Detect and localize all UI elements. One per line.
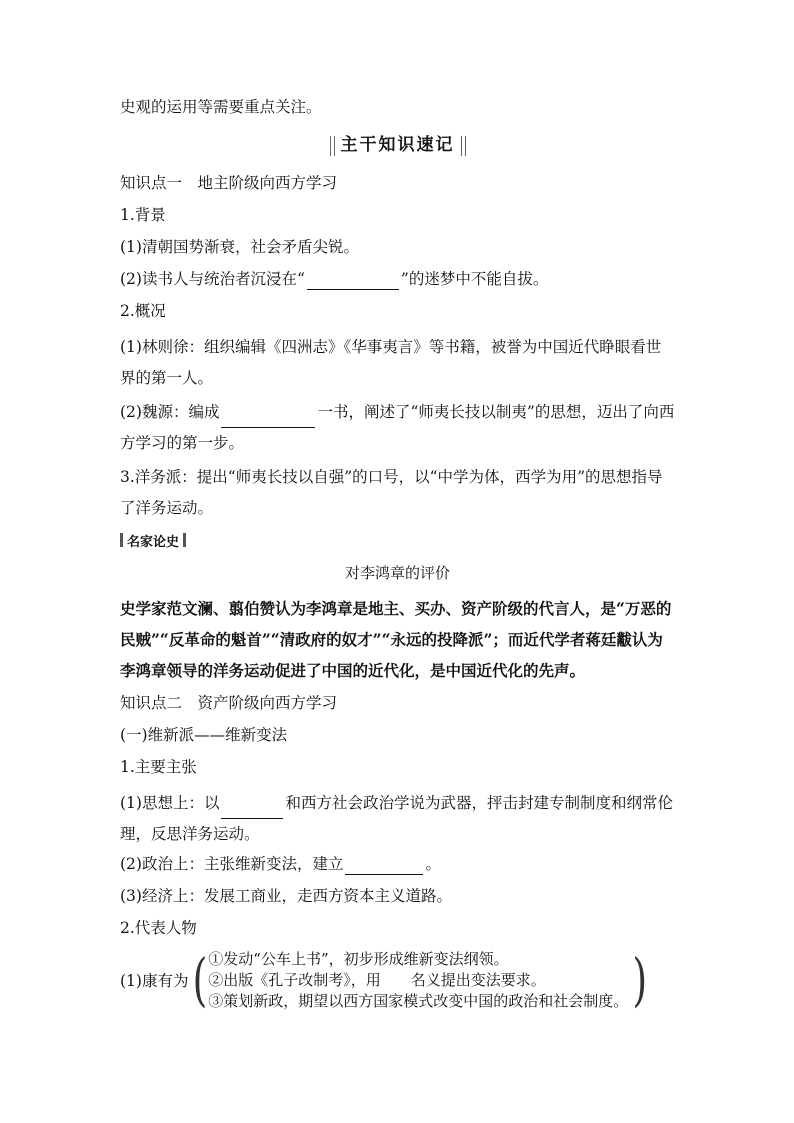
background-item-2-prefix: (2)读书人与统治者沉浸在“ xyxy=(120,269,305,288)
section-title-text: 主干知识速记 xyxy=(340,135,455,155)
claim-item-2-prefix: (2)政治上：主张维新变法，建立 xyxy=(120,854,344,873)
claim-item-3: (3)经济上：发展工商业，走西方资本主义道路。 xyxy=(120,886,452,905)
overview-item-2-suffix: 一书，阐述了“师夷长技以制夷”的思想，迈出了向西方学习的第一步。 xyxy=(120,402,675,452)
knowledge-point-1-heading: 知识点一 地主阶级向西方学习 xyxy=(120,173,338,192)
fill-blank-2[interactable] xyxy=(221,409,315,428)
background-title: 1.背景 xyxy=(120,205,166,224)
section-title xyxy=(120,130,675,156)
claim-item-1-prefix: (1)思想上：以 xyxy=(120,793,220,812)
overview-item-2-prefix: (2)魏源：编成 xyxy=(120,402,220,421)
background-item-2 xyxy=(120,268,675,290)
knowledge-point-2-heading: 知识点二 资产阶级向西方学习 xyxy=(120,693,338,712)
fill-blank-4[interactable] xyxy=(345,856,423,875)
fill-blank-1[interactable] xyxy=(307,271,399,290)
figures-title: 2.代表人物 xyxy=(120,918,197,937)
overview-item-1: (1)林则徐：组织编辑《四洲志》《华事夷言》等书籍，被誉为中国近代睁眼看世界的第一人。 xyxy=(120,337,662,387)
background-item-1: (1)清朝国势渐衰，社会矛盾尖锐。 xyxy=(120,237,359,256)
left-brace-icon: ( xyxy=(192,947,208,1013)
commentary-body: 史学家范文澜、翦伯赞认为李鸿章是地主、买办、资产阶级的代言人，是“万恶的民贼”“反革命的魁首”“清政府的奴才”“永远的投降派”；而近代学者蒋廷黻认为李鸿章领导的洋务运动促进了中国的近代化，是中国近代化的先声。 xyxy=(120,598,672,680)
tag-left-bar xyxy=(120,533,123,547)
kang-youwei-label: (1)康有为 xyxy=(120,972,189,990)
title-right-bar xyxy=(461,136,466,156)
overview-title: 2.概况 xyxy=(120,301,166,320)
kang-item-3: ③策划新政，期望以西方国家模式改变中国的政治和社会制度。 xyxy=(208,991,629,1010)
title-left-bar xyxy=(330,136,335,156)
kang-item-1: ①发动“公车上书”，初步形成维新变法纲领。 xyxy=(208,949,509,968)
overview-item-2 xyxy=(120,397,675,459)
intro-line: 史观的运用等需要重点关注。 xyxy=(120,98,322,116)
right-brace-icon: ) xyxy=(632,947,648,1013)
famous-commentary-tag xyxy=(120,531,186,550)
claims-title: 1.主要主张 xyxy=(120,757,197,776)
claim-item-2 xyxy=(120,853,675,875)
fill-blank-3[interactable] xyxy=(221,800,283,819)
claim-item-1 xyxy=(120,788,675,850)
kang-item-2: ②出版《孔子改制考》，用 名义提出变法要求。 xyxy=(208,970,546,989)
tag-right-bar xyxy=(183,533,186,547)
background-item-2-suffix: ”的迷梦中不能自拔。 xyxy=(400,269,549,288)
claim-item-2-suffix: 。 xyxy=(425,854,441,873)
kang-youwei-items xyxy=(208,949,628,1012)
kang-youwei-block xyxy=(120,949,675,1012)
claim-item-1-suffix: 和西方社会政治学说为武器，抨击封建专制制度和纲常伦理，反思洋务运动。 xyxy=(120,793,673,843)
overview-item-3: 3.洋务派：提出“师夷长技以自强”的口号，以“中学为体，西学为用”的思想指导了洋务运动。 xyxy=(120,467,663,517)
famous-commentary-tag-text: 名家论史 xyxy=(127,534,180,550)
commentary-title: 对李鸿章的评价 xyxy=(344,563,450,582)
document-page xyxy=(120,96,675,1012)
reformist-subheading: (一)维新派——维新变法 xyxy=(120,725,288,744)
